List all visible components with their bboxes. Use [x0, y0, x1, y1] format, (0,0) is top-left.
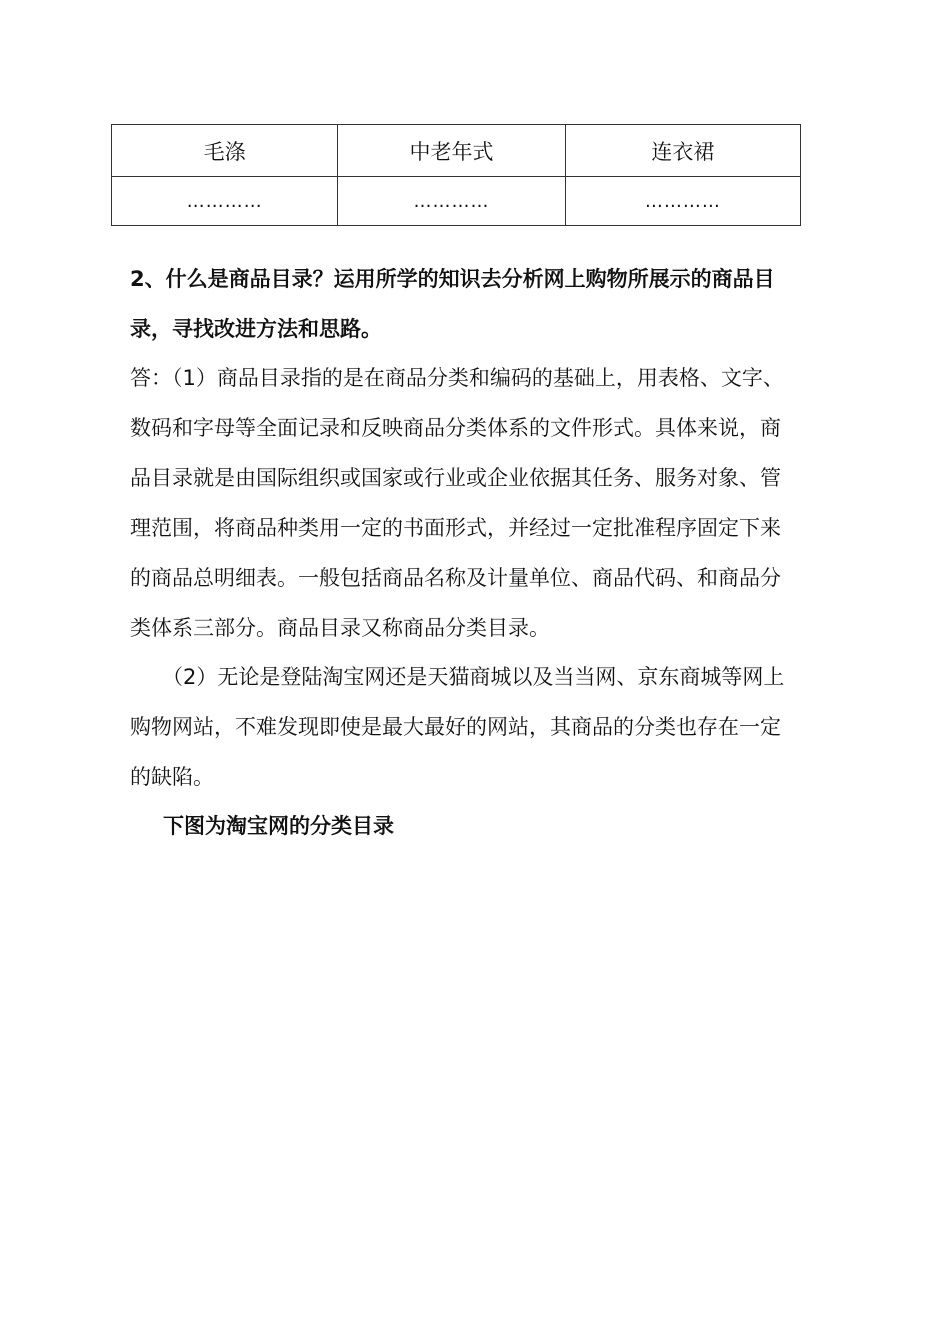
- question-heading: [130, 254, 830, 354]
- answer-line: 答：（1）商品目录指的是在商品分类和编码的基础上，用表格、文字、: [130, 366, 784, 390]
- answer-line: 品目录就是由国际组织或国家或行业或企业依据其任务、服务对象、管: [130, 466, 781, 490]
- paragraph-line: 的缺陷。: [130, 765, 214, 789]
- figure-caption: 下图为淘宝网的分类目录: [163, 814, 394, 838]
- paragraph-line: 购物网站，不难发现即使是最大最好的网站，其商品的分类也存在一定: [130, 715, 781, 739]
- table-cell: …………: [565, 177, 800, 226]
- answer-paragraph-1: [130, 353, 830, 653]
- question-line: 录，寻找改进方法和思路。: [130, 317, 382, 341]
- table-cell: …………: [338, 177, 565, 226]
- category-table: [111, 124, 801, 226]
- table-cell: 毛涤: [112, 125, 338, 177]
- table-row: [112, 177, 801, 226]
- answer-line: 理范围，将商品种类用一定的书面形式，并经过一定批准程序固定下来: [130, 516, 781, 540]
- answer-line: 类体系三部分。商品目录又称商品分类目录。: [130, 616, 550, 640]
- answer-paragraph-2: [130, 652, 830, 802]
- question-line: 2、什么是商品目录？运用所学的知识去分析网上购物所展示的商品目: [130, 267, 775, 291]
- table-cell: 中老年式: [338, 125, 565, 177]
- paragraph-line: （2）无论是登陆淘宝网还是天猫商城以及当当网、京东商城等网上: [162, 665, 785, 689]
- answer-line: 的商品总明细表。一般包括商品名称及计量单位、商品代码、和商品分: [130, 566, 781, 590]
- table-row: [112, 125, 801, 177]
- answer-line: 数码和字母等全面记录和反映商品分类体系的文件形式。具体来说，商: [130, 416, 781, 440]
- table-cell: 连衣裙: [565, 125, 800, 177]
- table-cell: …………: [112, 177, 338, 226]
